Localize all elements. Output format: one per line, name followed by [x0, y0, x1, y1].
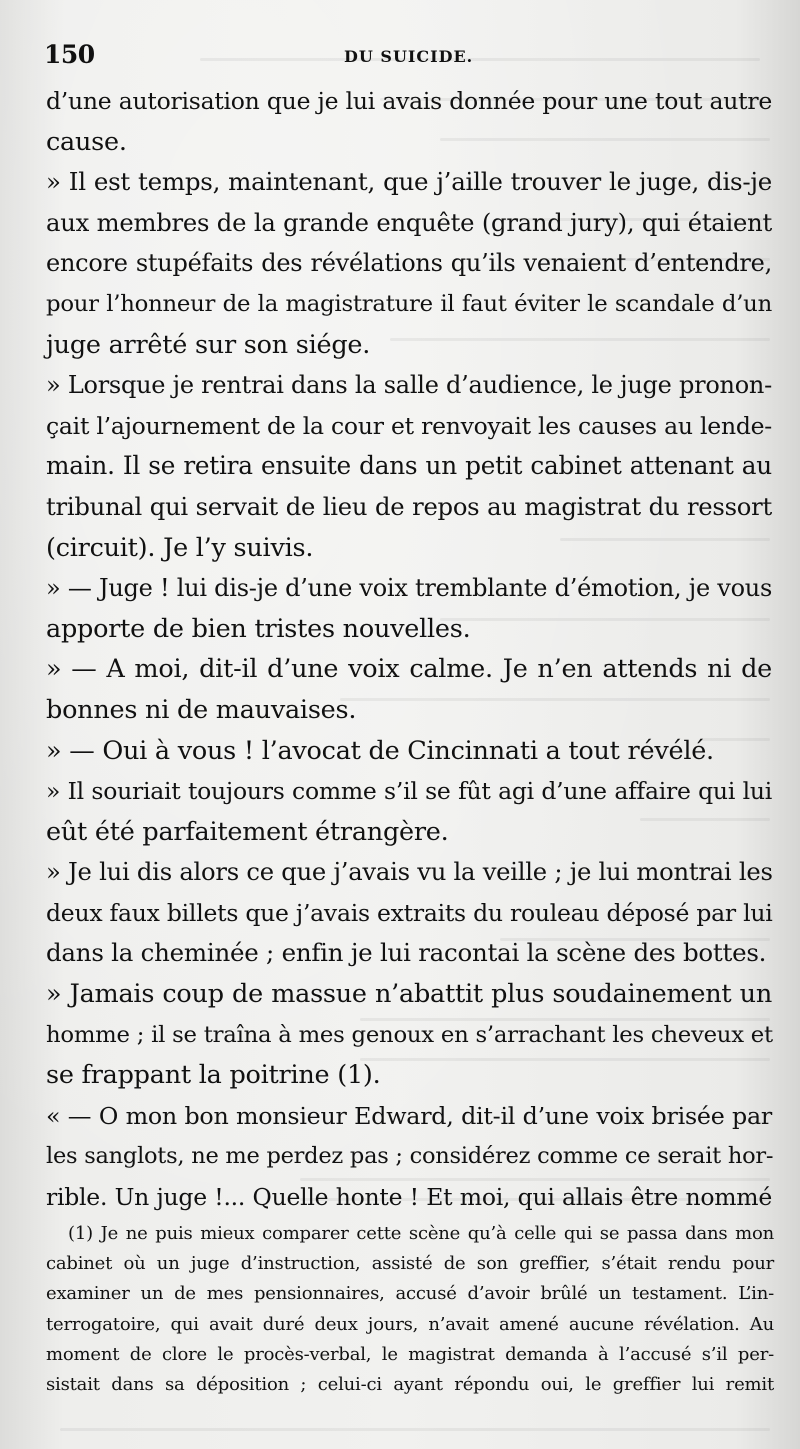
text-line: apporte de bien tristes nouvelles. — [46, 613, 471, 644]
page-number: 150 — [44, 40, 95, 69]
text-line: cause. — [46, 126, 127, 157]
text-line: çait l’ajournement de la cour et renvoyait les causes au lende- — [46, 411, 772, 440]
main-text — [46, 81, 772, 1218]
text-line: les sanglots, ne me perdez pas ; considérez comme ce serait hor- — [46, 1143, 774, 1170]
text-line: » — A moi, dit-il d’une voix calme. Je n’en attends ni de — [46, 654, 772, 685]
footnote-line: sistait dans sa déposition ; celui-ci ayant répondu oui, le greffier lui remit — [46, 1373, 774, 1395]
text-line: » Je lui dis alors ce que j’avais vu la veille ; je lui montrai les — [46, 857, 773, 887]
text-line: » Il souriait toujours comme s’il se fût agi d’une affaire qui lui — [46, 777, 772, 806]
running-head: DU SUICIDE. — [344, 47, 474, 66]
text-line: (circuit). Je l’y suivis. — [46, 532, 314, 563]
page-header — [44, 40, 774, 74]
text-line: dans la cheminée ; enfin je lui racontai la scène des bottes. — [46, 938, 767, 968]
footnote-line: examiner un de mes pensionnaires, accusé d’avoir brûlé un testament. L’in- — [46, 1283, 774, 1305]
text-line: aux membres de la grande enquête (grand jury), qui étaient — [46, 207, 772, 237]
text-line: encore stupéfaits des révélations qu’ils venaient d’entendre, — [46, 249, 772, 278]
text-line: deux faux billets que j’avais extraits du rouleau déposé par lui — [46, 898, 773, 927]
text-line: bonnes ni de mauvaises. — [46, 694, 357, 725]
text-line: » — Juge ! lui dis-je d’une voix tremblante d’émotion, je vous — [46, 574, 773, 603]
text-line: se frappant la poitrine (1). — [46, 1060, 381, 1091]
text-line: » Lorsque je rentrai dans la salle d’audience, le juge pronon- — [46, 371, 772, 400]
footnote-line: terrogatoire, qui avait duré deux jours, n’avait amené aucune révélation. Au — [46, 1313, 774, 1335]
footnote — [46, 1219, 774, 1400]
footnote-line: cabinet où un juge d’instruction, assisté de son greffier, s’était rendu pour — [46, 1253, 774, 1275]
text-line: juge arrêté sur son siége. — [46, 329, 371, 360]
text-line: eût été parfaitement étrangère. — [46, 816, 449, 847]
text-line: « — O mon bon monsieur Edward, dit-il d’une voix brisée par — [46, 1101, 772, 1130]
text-line: homme ; il se traîna à mes genoux en s’arrachant les cheveux et — [46, 1021, 773, 1048]
footnote-line: moment de clore le procès-verbal, le magistrat demanda à l’accusé s’il per- — [46, 1343, 774, 1365]
text-line: pour l’honneur de la magistrature il faut éviter le scandale d’un — [46, 290, 772, 317]
text-line: rible. Un juge !... Quelle honte ! Et moi, qui allais être nommé — [46, 1183, 772, 1212]
footnote-line: (1) Je ne puis mieux comparer cette scène qu’à celle qui se passa dans mon — [68, 1223, 774, 1244]
text-line: » — Oui à vous ! l’avocat de Cincinnati a tout révélé. — [46, 735, 714, 766]
text-line: main. Il se retira ensuite dans un petit cabinet attenant au — [46, 451, 772, 481]
text-line: » Il est temps, maintenant, que j’aille trouver le juge, dis-je — [46, 167, 772, 197]
text-line: » Jamais coup de massue n’abattit plus soudainement un — [46, 979, 772, 1010]
text-line: d’une autorisation que je lui avais donnée pour une tout autre — [46, 87, 772, 115]
text-line: tribunal qui servait de lieu de repos au magistrat du ressort — [46, 491, 772, 521]
